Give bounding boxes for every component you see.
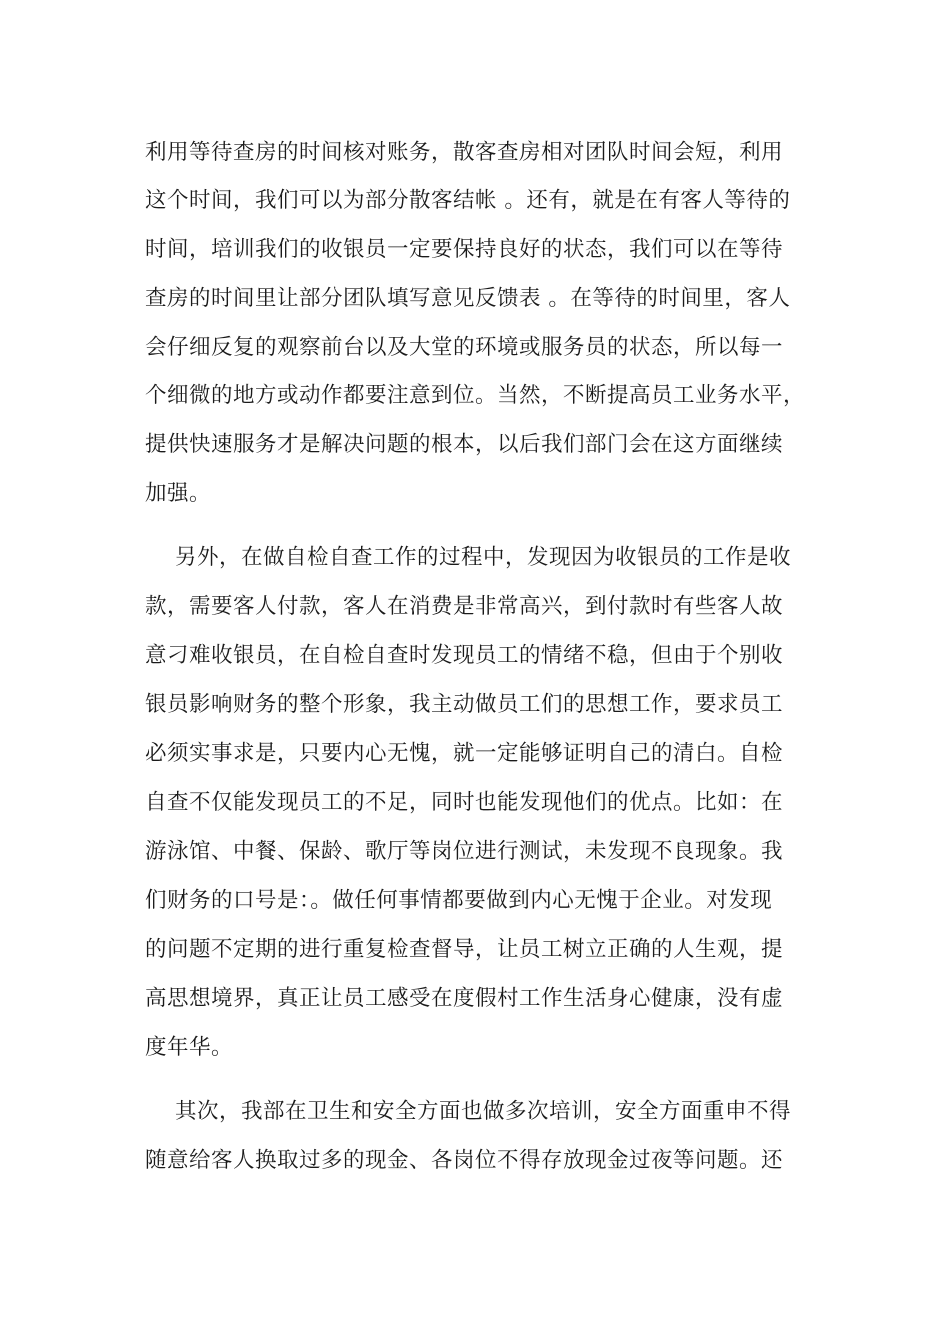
paragraph-2-line-3: 意刁难收银员，在自检自查时发现员工的情绪不稳，但由于个别收 — [145, 643, 784, 668]
paragraph-1-line-5: 会仔细反复的观察前台以及大堂的环境或服务员的状态，所以每一 — [145, 335, 784, 360]
paragraph-1-line-1: 利用等待查房的时间核对账务，散客查房相对团队时间会短，利用 — [145, 140, 784, 165]
paragraph-2-line-10: 高思想境界，真正让员工感受在度假村工作生活身心健康，没有虚 — [145, 986, 784, 1011]
paragraph-1-line-6: 个细微的地方或动作都要注意到位。当然，不断提高员工业务水平， — [145, 383, 806, 408]
paragraph-1-line-3: 时间，培训我们的收银员一定要保持良好的状态，我们可以在等待 — [145, 237, 784, 262]
paragraph-2-line-5: 必须实事求是，只要内心无愧，就一定能够证明自己的清白。自检 — [145, 741, 784, 766]
paragraph-3-line-2: 随意给客人换取过多的现金、各岗位不得存放现金过夜等问题。还 — [145, 1148, 784, 1173]
paragraph-1-line-4: 查房的时间里让部分团队填写意见反馈表 。在等待的时间里，客人 — [145, 286, 791, 311]
paragraph-2-line-7: 游泳馆、中餐、保龄、歌厅等岗位进行测试，未发现不良现象。我 — [145, 839, 784, 864]
paragraph-1-line-2: 这个时间，我们可以为部分散客结帐 。还有，就是在有客人等待的 — [145, 188, 791, 213]
paragraph-2-line-1: 另外，在做自检自查工作的过程中，发现因为收银员的工作是收 — [175, 545, 792, 570]
paragraph-2-line-6: 自查不仅能发现员工的不足，同时也能发现他们的优点。比如：在 — [145, 790, 784, 815]
paragraph-2-line-9: 的问题不定期的进行重复检查督导，让员工树立正确的人生观，提 — [145, 937, 784, 962]
paragraph-1-line-7: 提供快速服务才是解决问题的根本，以后我们部门会在这方面继续 — [145, 432, 784, 457]
paragraph-1-line-8: 加强。 — [145, 481, 212, 506]
paragraph-2-line-11: 度年华。 — [145, 1035, 234, 1060]
paragraph-3-line-1: 其次，我部在卫生和安全方面也做多次培训，安全方面重申不得 — [175, 1099, 792, 1124]
paragraph-2-line-2: 款，需要客人付款，客人在消费是非常高兴，到付款时有些客人故 — [145, 594, 784, 619]
paragraph-2-line-8: 们财务的口号是：。做任何事情都要做到内心无愧于企业。对发现 — [145, 888, 773, 913]
paragraph-2-line-4: 银员影响财务的整个形象，我主动做员工们的思想工作，要求员工 — [145, 692, 784, 717]
